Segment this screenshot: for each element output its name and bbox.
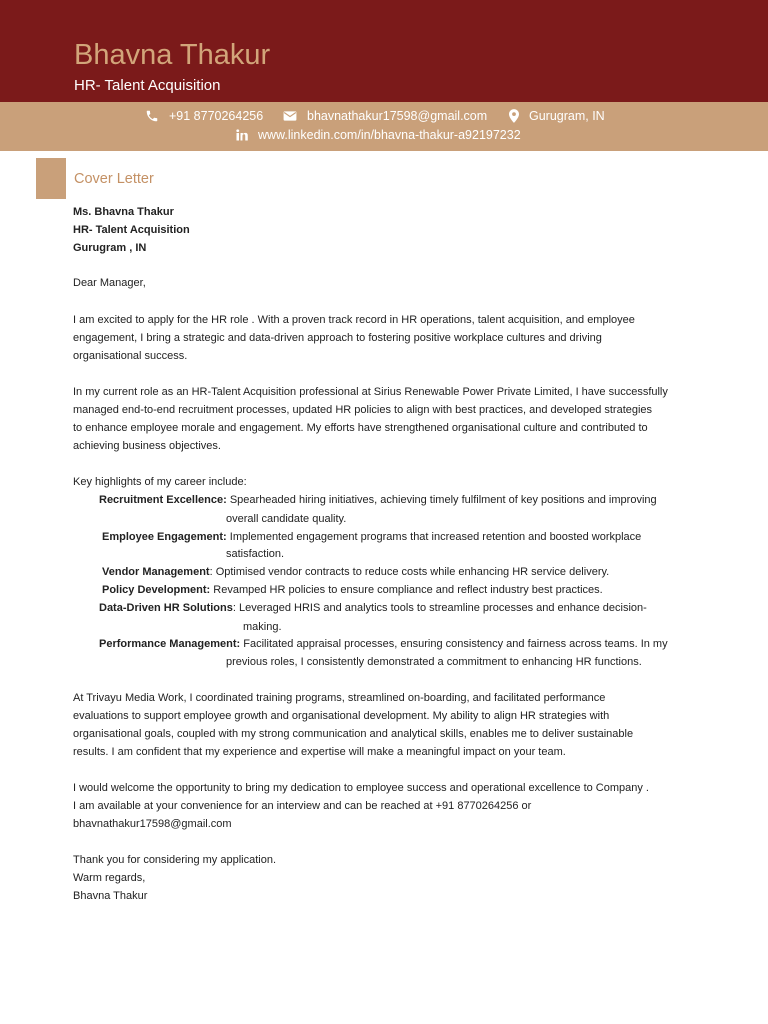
highlight-text: Facilitated appraisal processes, ensuring consistency and fairness across teams. In my xyxy=(240,638,668,650)
paragraph-line: I am available at your convenience for an interview and can be reached at +91 8770264256 or xyxy=(73,800,532,812)
highlight-text: : Leveraged HRIS and analytics tools to streamline processes and enhance decision- xyxy=(232,602,647,614)
highlight-text: Spearheaded hiring initiatives, achieving timely fulfilment of key positions and improving xyxy=(226,494,657,506)
paragraph-line: organisational success. xyxy=(73,350,188,362)
contact-linkedin[interactable] xyxy=(236,127,521,143)
paragraph-line: In my current role as an HR-Talent Acquisition professional at Sirius Renewable Power Private Limited, I have successfully xyxy=(73,386,668,398)
sender-name: Ms. Bhavna Thakur xyxy=(73,206,174,218)
paragraph-line: managed end-to-end recruitment processes, updated HR policies to align with best practices, and developed strategies xyxy=(73,404,653,416)
sender-location: Gurugram , IN xyxy=(73,242,147,254)
location-pin-icon xyxy=(509,109,519,123)
contact-location xyxy=(509,108,605,124)
mail-icon xyxy=(283,110,297,122)
highlight-label: Policy Development: xyxy=(102,584,211,596)
section-title: Cover Letter xyxy=(74,171,154,187)
signature-name: Bhavna Thakur xyxy=(73,890,148,902)
paragraph-line: bhavnathakur17598@gmail.com xyxy=(73,818,232,830)
email-text: bhavnathakur17598@gmail.com xyxy=(307,109,488,123)
highlight-item xyxy=(102,581,603,599)
paragraph-line: I am excited to apply for the HR role . With a proven track record in HR operations, talent acquisition, and employee xyxy=(73,314,635,326)
highlight-label: Data-Driven HR Solutions xyxy=(99,602,233,614)
paragraph-line: to enhance employee morale and engagement. My efforts have strengthened organisational culture and contributed to xyxy=(73,422,648,434)
closing-line: Warm regards, xyxy=(73,872,146,884)
highlight-label: Recruitment Excellence: xyxy=(99,494,227,506)
highlight-item xyxy=(99,635,668,653)
highlight-continuation: overall candidate quality. xyxy=(226,513,347,525)
linkedin-text: www.linkedin.com/in/bhavna-thakur-a92197232 xyxy=(258,128,521,142)
phone-text: +91 8770264256 xyxy=(169,109,264,123)
paragraph-line: At Trivayu Media Work, I coordinated training programs, streamlined on-boarding, and facilitated performance xyxy=(73,692,606,704)
highlight-text: : Optimised vendor contracts to reduce costs while enhancing HR service delivery. xyxy=(209,566,610,578)
phone-icon xyxy=(145,109,159,123)
sender-role: HR- Talent Acquisition xyxy=(73,224,190,236)
contact-phone[interactable] xyxy=(145,108,263,124)
header-banner xyxy=(0,0,768,102)
highlight-text: Implemented engagement programs that increased retention and boosted workplace xyxy=(226,531,642,543)
applicant-name: Bhavna Thakur xyxy=(74,39,271,71)
contact-bar xyxy=(0,102,768,151)
linkedin-icon xyxy=(236,129,248,141)
paragraph-line: engagement, I bring a strategic and data-driven approach to fostering positive workplace cultures and driving xyxy=(73,332,602,344)
highlight-continuation: previous roles, I consistently demonstrated a commitment to enhancing HR functions. xyxy=(226,656,642,668)
paragraph-line: I would welcome the opportunity to bring my dedication to employee success and operational excellence to Company . xyxy=(73,782,649,794)
highlight-item xyxy=(102,528,641,546)
highlight-label: Performance Management: xyxy=(99,638,241,650)
highlights-intro: Key highlights of my career include: xyxy=(73,476,247,488)
closing-line: Thank you for considering my application. xyxy=(73,854,276,866)
highlight-continuation: making. xyxy=(243,621,282,633)
highlight-item xyxy=(102,563,609,581)
salutation: Dear Manager, xyxy=(73,277,146,289)
paragraph-line: organisational goals, coupled with my strong communication and analytical skills, enables me to deliver sustainable xyxy=(73,728,634,740)
highlight-item xyxy=(99,491,657,509)
location-text: Gurugram, IN xyxy=(529,109,605,123)
contact-email[interactable] xyxy=(283,108,487,124)
highlight-item xyxy=(99,599,647,617)
paragraph-line: achieving business objectives. xyxy=(73,440,221,452)
applicant-role: HR- Talent Acquisition xyxy=(74,77,221,94)
highlight-text: Revamped HR policies to ensure compliance and reflect industry best practices. xyxy=(210,584,603,596)
highlight-label: Vendor Management xyxy=(102,566,210,578)
paragraph-line: evaluations to support employee growth and organisational development. My ability to align HR strategies with xyxy=(73,710,610,722)
highlight-label: Employee Engagement: xyxy=(102,531,227,543)
section-accent-bar xyxy=(36,158,66,199)
highlight-continuation: satisfaction. xyxy=(226,548,285,560)
paragraph-line: results. I am confident that my experience and expertise will make a meaningful impact on your team. xyxy=(73,746,566,758)
